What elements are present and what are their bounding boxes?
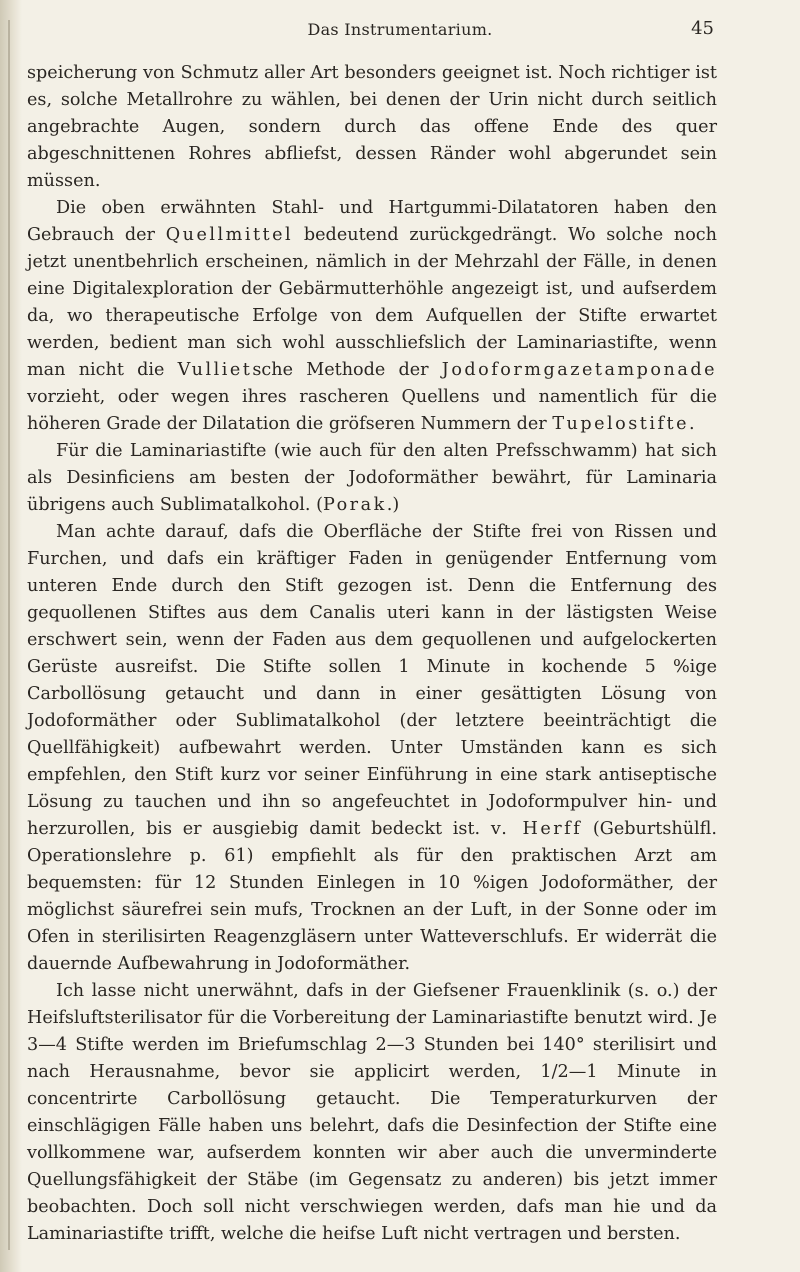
spaced-name-vulliet: Vulliet — [177, 360, 253, 380]
running-title: Das Instrumentarium. — [307, 20, 493, 39]
paragraph-3-part-c: .) — [386, 495, 400, 515]
paragraph-2-part-e: sche Methode der — [252, 360, 442, 380]
paragraph-5 — [27, 978, 717, 1248]
spaced-term-quellmittel: Quellmittel — [165, 225, 294, 245]
page-number: 45 — [691, 18, 714, 39]
paragraph-4-part-a: Man achte darauf, dafs die Oberfläche der Stifte frei von Rissen und Furchen, und dafs ein kräftiger Faden in genügender Entfernung vom unteren Ende durch den Stift gezogen ist. Denn die Entfernung des gequollenen Stiftes aus dem Canalis uteri kann in der lästigsten Weise erschwert sein, wenn der Faden aus dem gequollenen und aufgelockerten Gerüste ausreifst. Die Stifte sollen 1 Minute in kochende 5 %ige Carbollösung getaucht und dann in einer gesättigten Lösung von Jodoformäther oder Sublimatalkohol (der letztere beeinträchtigt die Quellfähigkeit) aufbewahrt werden. Unter Umständen kann es sich empfehlen, den Stift kurz vor seiner Einführung in eine stark antiseptische Lösung zu tauchen und ihn so angefeuchtet in Jodoformpulver hin- und herzurollen, bis er ausgiebig damit bedeckt ist. — [27, 522, 717, 839]
paragraph-5-text: Ich lasse nicht unerwähnt, dafs in der Giefsener Frauenklinik (s. o.) der Heifsluftsterilisator für die Vorbereitung der Laminariastifte benutzt wird. Je 3—4 Stifte werden im Briefumschlag 2—3 Stunden bei 140° sterilisirt und nach Herausnahme, bevor sie applicirt werden, 1/2—1 Minute in concentrirte Carbollösung getaucht. Die Temperaturkurven der einschlägigen Fälle haben uns belehrt, dafs die Desinfection der Stifte eine vollkommene war, aufserdem konnten wir aber auch die unverminderte Quellungsfähigkeit der Stäbe (im Gegensatz zu anderen) bis jetzt immer beobachten. Doch soll nicht verschwiegen werden, dafs man hie und da Laminariastifte trifft, welche die heifse Luft nicht vertragen und bersten. — [27, 981, 717, 1244]
paragraph-1 — [27, 60, 717, 195]
paragraph-3-part-a: Für die Laminariastifte (wie auch für den alten Prefsschwamm) hat sich als Desinficiens am besten der Jodoformäther bewährt, für Laminaria übrigens auch Sublimatalkohol. ( — [27, 441, 717, 515]
spaced-term-jodoformgazetamponade: Jodoformgazetamponade — [441, 360, 717, 380]
paragraph-4-part-c: (Geburtshülfl. Operationslehre p. 61) empfiehlt als für den praktischen Arzt am bequemsten: für 12 Stunden Einlegen in 10 %igen Jodoformäther, der möglichst säurefrei sein mufs, Trocknen an der Luft, in der Sonne oder im Ofen in sterilisirten Reagenzgläsern unter Watteverschlufs. Er widerrät die dauernde Aufbewahrung in Jodoformäther. — [27, 819, 717, 974]
page-binding-edge — [0, 0, 22, 1272]
paragraph-2 — [27, 195, 717, 438]
paragraph-2-part-g: vorzieht, oder wegen ihres rascheren Quellens und namentlich für die höheren Grade der Dilatation die gröfseren Nummern der — [27, 387, 717, 434]
page-body — [27, 60, 717, 1248]
spaced-term-tupelostifte: Tupelostifte — [552, 414, 689, 434]
binding-shadow-line — [8, 20, 10, 1250]
spaced-name-porak: Porak — [322, 495, 387, 515]
paragraph-4 — [27, 519, 717, 978]
paragraph-2-part-a: Die oben erwähnten Stahl- und Hartgummi-Dilatatoren haben den Gebrauch der — [27, 198, 717, 245]
page-header — [0, 18, 800, 48]
spaced-name-herff: v. Herff — [490, 819, 583, 839]
paragraph-3 — [27, 438, 717, 519]
paragraph-2-part-c: bedeutend zurückgedrängt. Wo solche noch jetzt unentbehrlich erscheinen, nämlich in der Mehrzahl der Fälle, in denen eine Digitalexploration der Gebärmutterhöhle angezeigt ist, und aufserdem da, wo therapeutische Erfolge von dem Aufquellen der Stifte erwartet werden, bedient man sich wohl ausschliefslich der Laminariastifte, wenn man nicht die — [27, 225, 717, 380]
paragraph-2-part-i: . — [689, 414, 695, 434]
paragraph-1-text: speicherung von Schmutz aller Art besonders geeignet ist. Noch richtiger ist es, solche Metallrohre zu wählen, bei denen der Urin nicht durch seitlich angebrachte Augen, sondern durch das offene Ende des quer abgeschnittenen Rohres abfliefst, dessen Ränder wohl abgerundet sein müssen. — [27, 63, 717, 191]
